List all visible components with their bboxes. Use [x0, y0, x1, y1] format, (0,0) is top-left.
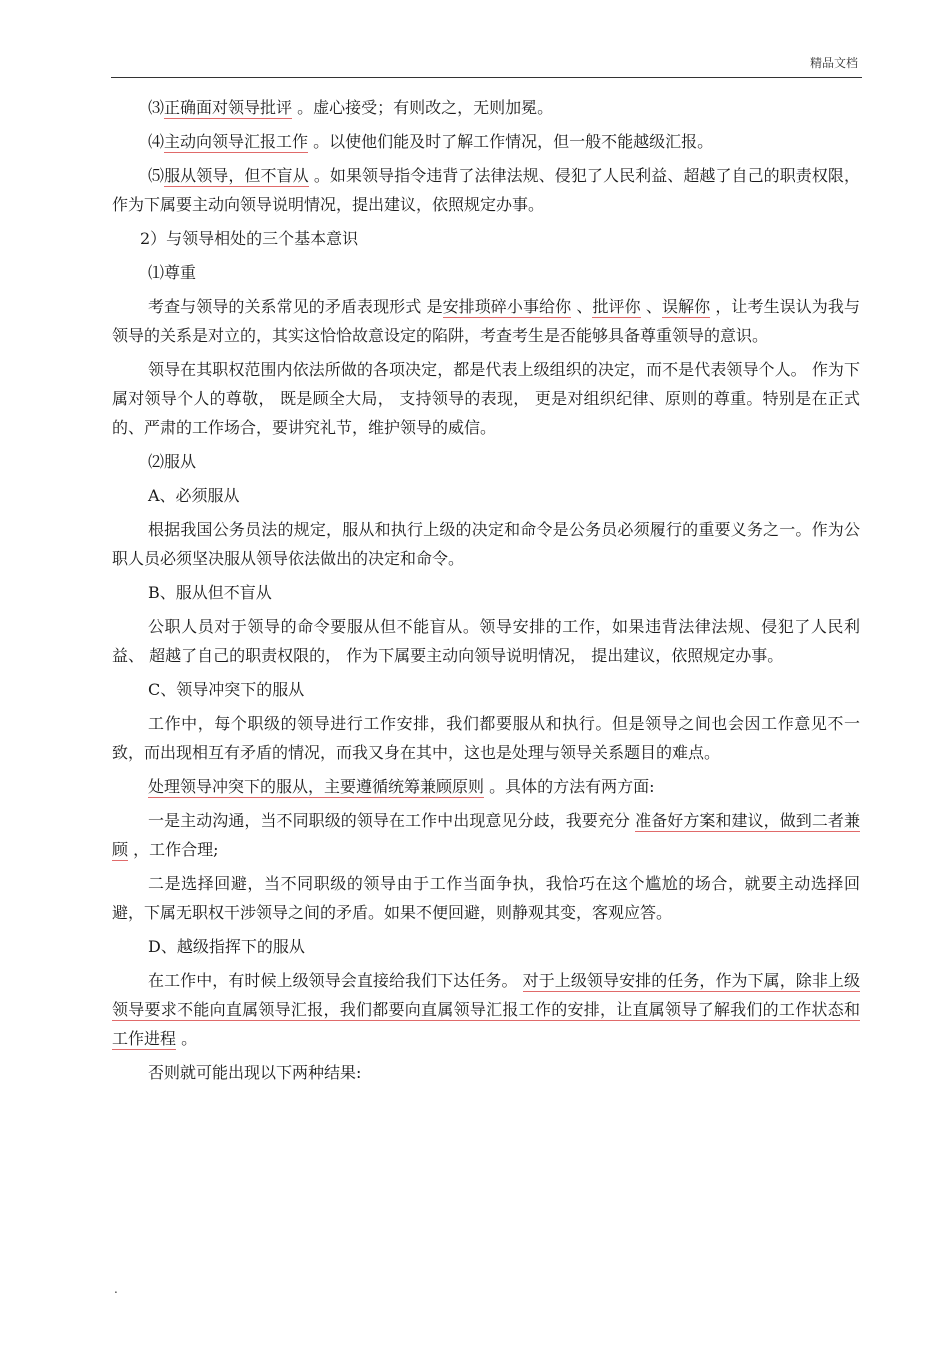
text-run: 二是选择回避，当不同职级的领导由于工作当面争执，我恰巧在这个尴尬的场合，就要主动选择回避，下属无职权干涉领导之间的矛盾。如果不便回避，则静观其变，客观应答。: [112, 874, 860, 922]
text-run: 工作中，每个职级的领导进行工作安排，我们都要服从和执行。但是领导之间也会因工作意见不一致，而出现相互有矛盾的情况，而我又身在其中，这也是处理与领导关系题目的难点。: [112, 714, 860, 762]
text-run: ⑵服从: [148, 452, 197, 471]
text-run: 、: [640, 297, 662, 316]
page-header-label: 精品文档: [809, 56, 858, 70]
section-heading: [112, 481, 860, 510]
text-run: ⑴尊重: [148, 263, 197, 282]
paragraph: [112, 355, 860, 442]
paragraph: [112, 966, 860, 1053]
text-run: B、服从但不盲从: [148, 583, 272, 602]
paragraph: [112, 869, 860, 927]
underlined-key-phrase: 处理领导冲突下的服从，主要遵循统筹兼顾原则: [148, 777, 485, 796]
section-heading: [112, 675, 860, 704]
section-heading: [112, 224, 860, 253]
underlined-key-phrase: 服从领导，但不盲从: [164, 166, 309, 185]
paragraph: [112, 772, 860, 801]
text-run: 否则就可能出现以下两种结果:: [148, 1063, 362, 1082]
header-divider: [111, 77, 862, 78]
paragraph: [112, 292, 860, 350]
text-run: D、越级指挥下的服从: [148, 937, 305, 956]
underlined-key-phrase: 正确面对领导批评: [164, 98, 293, 117]
text-run: C、领导冲突下的服从: [148, 680, 305, 699]
underlined-key-phrase: 误解你: [661, 297, 711, 316]
paragraph: [112, 127, 860, 156]
paragraph: [112, 806, 860, 864]
text-run: 根据我国公务员法的规定，服从和执行上级的决定和命令是公务员必须履行的重要义务之一。作为公职人员必须坚决服从领导依法做出的决定和命令。: [112, 520, 860, 568]
text-run: 、: [571, 297, 593, 316]
footer-mark: .: [114, 1282, 118, 1296]
text-run: ，让考生误认为我与领导的关系是对立的，其实这恰恰故意设定的陷阱，考查考生是否能够具备尊重领导的意识。: [112, 297, 860, 345]
text-run: ⑶: [148, 98, 165, 117]
text-run: ⑸: [148, 166, 165, 185]
text-run: 领导在其职权范围内依法所做的各项决定，都是代表上级组织的决定，而不是代表领导个人。 作为下属对领导个人的尊敬， 既是顾全大局， 支持领导的表现， 更是对组织纪律、原则的尊重。特别是在正式的、严肃的工作场合，要讲究礼节，维护领导的威信。: [112, 360, 860, 437]
paragraph: [112, 612, 860, 670]
section-heading: [112, 578, 860, 607]
section-heading: [112, 258, 860, 287]
underlined-key-phrase: 对于上级领导安排的任务，作为下属，除非上级领导要求不能向直属领导汇报，我们都要向直属领导汇报工作的安排，让直属领导了解我们的工作状态和工作进程: [112, 971, 860, 1048]
document-body: [112, 93, 860, 1092]
underlined-key-phrase: 准备好方案和建议，做到二者兼顾: [112, 811, 860, 859]
paragraph: [112, 1058, 860, 1087]
text-run: 在工作中，有时候上级领导会直接给我们下达任务。: [148, 971, 523, 990]
paragraph: [112, 93, 860, 122]
text-run: 。如果领导指令违背了法律法规、侵犯了人民利益、超越了自己的职责权限，作为下属要主动向领导说明情况，提出建议，依照规定办事。: [112, 166, 860, 214]
text-run: ⑷: [148, 132, 165, 151]
paragraph: [112, 709, 860, 767]
underlined-key-phrase: 批评你: [592, 297, 641, 316]
text-run: 考查与领导的关系常见的矛盾表现形式 是: [148, 297, 443, 316]
underlined-key-phrase: 安排琐碎小事给你: [442, 297, 572, 316]
text-run: 公职人员对于领导的命令要服从但不能盲从。领导安排的工作，如果违背法律法规、侵犯了人民利益、 超越了自己的职责权限的， 作为下属要主动向领导说明情况， 提出建议，依照规定办事。: [112, 617, 860, 665]
section-heading: [112, 447, 860, 476]
section-heading: [112, 932, 860, 961]
text-run: 。: [176, 1029, 198, 1048]
text-run: A、必须服从: [148, 486, 240, 505]
text-run: 一是主动沟通，当不同职级的领导在工作中出现意见分歧，我要充分: [148, 811, 636, 830]
underlined-key-phrase: 主动向领导汇报工作: [164, 132, 309, 151]
text-run: 。具体的方法有两方面:: [484, 777, 655, 796]
paragraph: [112, 515, 860, 573]
text-run: 2）与领导相处的三个基本意识: [140, 229, 359, 248]
paragraph: [112, 161, 860, 219]
text-run: 。以使他们能及时了解工作情况，但一般不能越级汇报。: [308, 132, 714, 151]
text-run: ，工作合理;: [128, 840, 219, 859]
text-run: 。虚心接受；有则改之，无则加冕。: [292, 98, 554, 117]
